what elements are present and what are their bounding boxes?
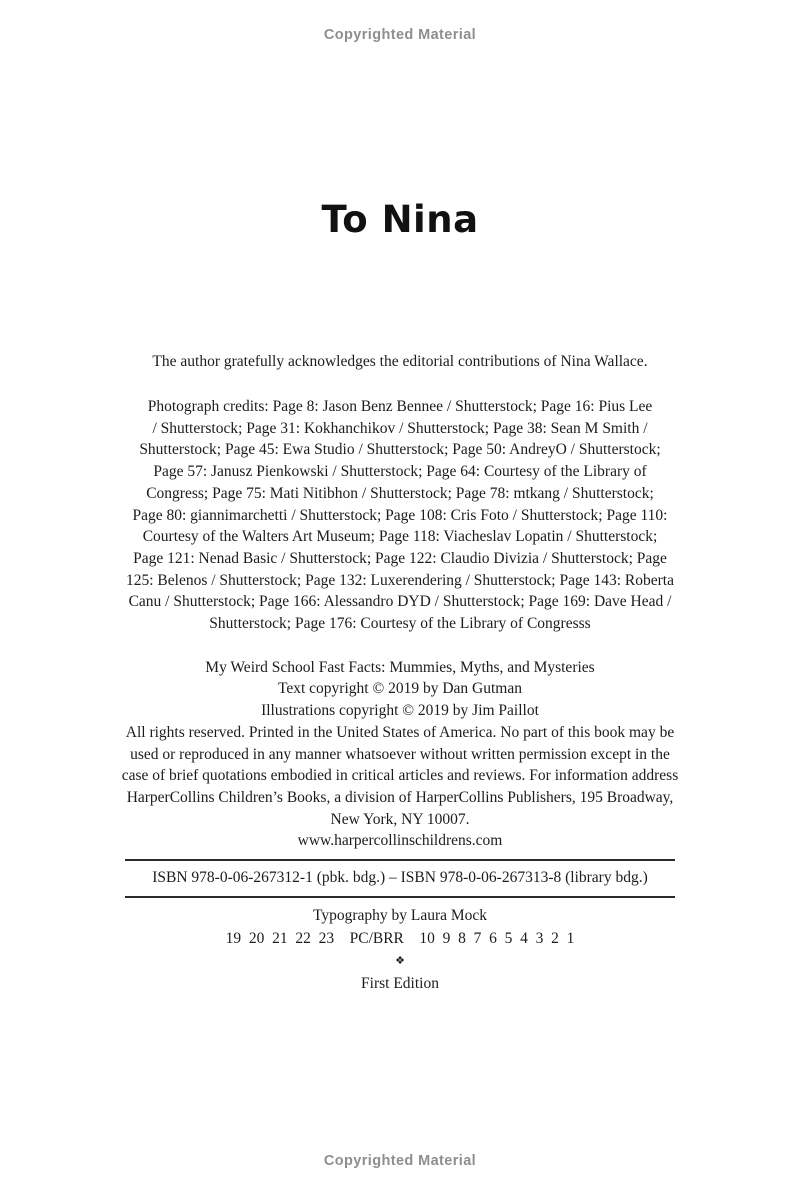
text-line: Shutterstock; Page 176: Courtesy of the Library of Congresss: [209, 615, 591, 633]
text-line: Shutterstock; Page 45: Ewa Studio / Shutterstock; Page 50: AndreyO / Shutterstock;: [139, 441, 661, 459]
colophon-block: [0, 905, 800, 995]
watermark-top: Copyrighted Material: [323, 27, 477, 43]
text-line: Congress; Page 75: Mati Nitibhon / Shutterstock; Page 78: mtkang / Shutterstock;: [146, 484, 654, 502]
text-line: Canu / Shutterstock; Page 166: Alessandro DYD / Shutterstock; Page 169: Dave Head /: [128, 593, 672, 611]
typography-credit: Typography by Laura Mock: [312, 907, 488, 925]
acknowledgment-text: The author gratefully acknowledges the editorial contributions of Nina Wallace.: [152, 353, 648, 370]
text-line: New York, NY 10007.: [330, 810, 470, 828]
printer-key-line: 19 20 21 22 23 PC/BRR 10 9 8 7 6 5 4 3 2 1: [225, 929, 575, 947]
dedication-title: To Nina: [321, 198, 479, 241]
edition-text: First Edition: [361, 975, 439, 993]
text-line: Page 57: Janusz Pienkowski / Shutterstock; Page 64: Courtesy of the Library of: [153, 463, 647, 481]
text-line: Page 80: giannimarchetti / Shutterstock; Page 108: Cris Foto / Shutterstock; Page 110:: [132, 506, 668, 524]
text-line: www.harpercollinschildrens.com: [297, 832, 503, 850]
copyright-block: [0, 657, 800, 852]
text-line: Illustrations copyright © 2019 by Jim Paillot: [261, 702, 539, 720]
text-line: used or reproduced in any manner whatsoever without written permission except in the: [130, 745, 670, 763]
text-line: 125: Belenos / Shutterstock; Page 132: Luxerendering / Shutterstock; Page 143: Roberta: [125, 571, 674, 589]
isbn-text: ISBN 978-0-06-267312-1 (pbk. bdg.) – ISBN 978-0-06-267313-8 (library bdg.): [152, 869, 648, 887]
text-line: Courtesy of the Walters Art Museum; Page 118: Viacheslav Lopatin / Shutterstock;: [142, 528, 658, 546]
diamond-ornament-icon: ❖: [395, 955, 405, 968]
text-line: All rights reserved. Printed in the United States of America. No part of this book may be: [125, 723, 675, 741]
text-line: HarperCollins Children’s Books, a division of HarperCollins Publishers, 195 Broadway,: [126, 788, 674, 806]
text-line: Photograph credits: Page 8: Jason Benz Bennee / Shutterstock; Page 16: Pius Lee: [147, 398, 653, 415]
text-line: Page 121: Nenad Basic / Shutterstock; Page 122: Claudio Divizia / Shutterstock; Page: [133, 549, 667, 567]
watermark-bottom: Copyrighted Material: [323, 1153, 477, 1169]
text-line: Text copyright © 2019 by Dan Gutman: [277, 680, 522, 698]
isbn-rule-box: [125, 859, 675, 898]
text-line: My Weird School Fast Facts: Mummies, Myths, and Mysteries: [205, 658, 595, 676]
photo-credits-block: [0, 396, 800, 635]
text-line: / Shutterstock; Page 31: Kokhanchikov / Shutterstock; Page 38: Sean M Smith /: [152, 419, 648, 437]
text-line: case of brief quotations embodied in critical articles and reviews. For information address: [121, 767, 679, 785]
